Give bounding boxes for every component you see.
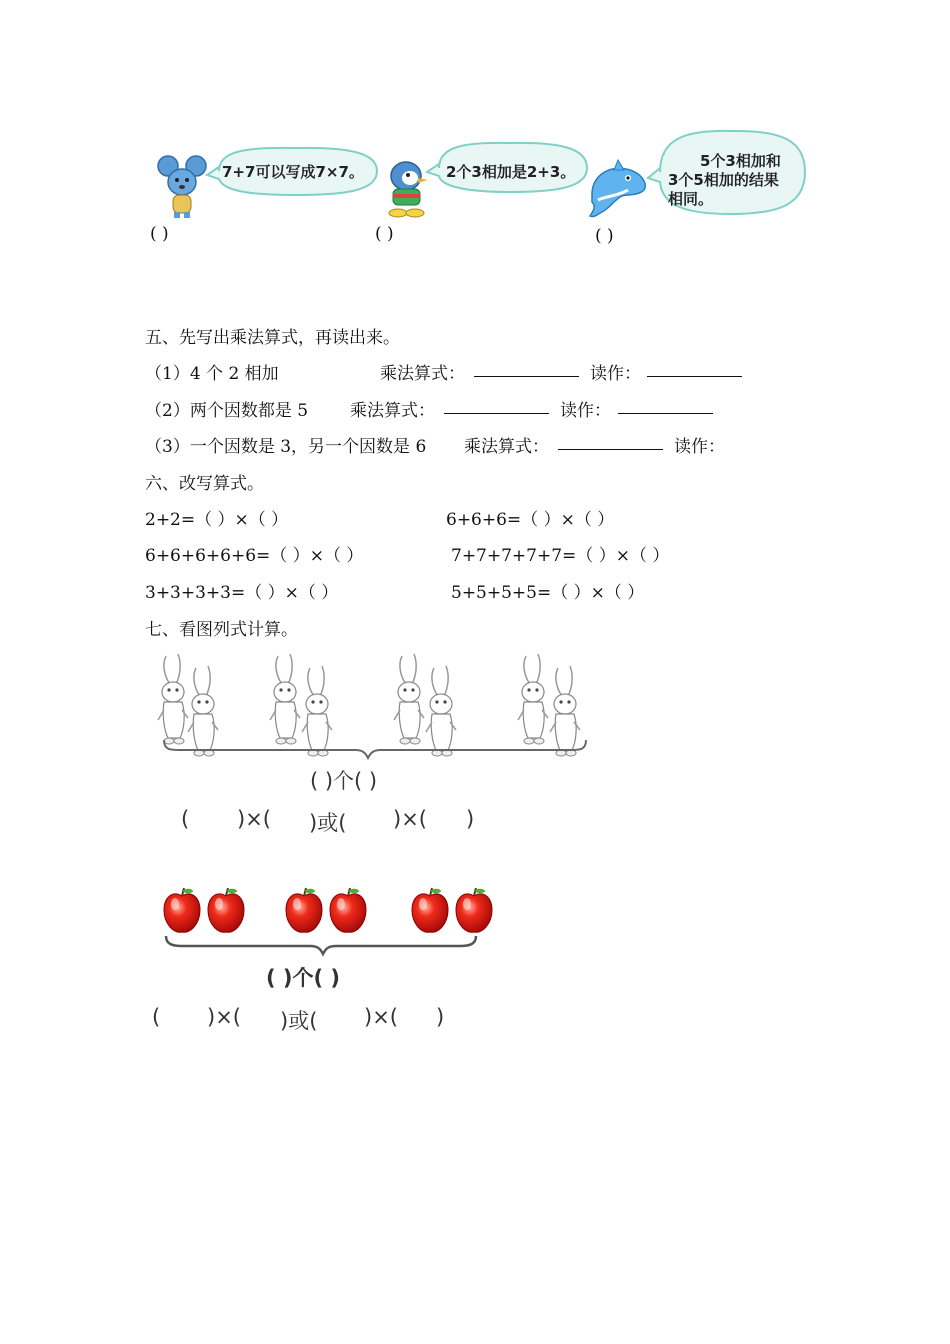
apple-group-2 (286, 888, 366, 932)
apple-expr-or: )或( (280, 1009, 318, 1033)
s6-row-3-left[interactable]: 3+3+3+3=（ ）×（ ） (145, 583, 339, 603)
apple-expr-open: ( (152, 1005, 161, 1029)
apple-bracket-label[interactable]: ( )个( ) (266, 966, 341, 990)
s6-row-1-left[interactable]: 2+2=（ ）×（ ） (145, 510, 289, 530)
apple-groups (160, 884, 505, 959)
bubble-3-line-2: 3个5相加的结果 (668, 171, 779, 189)
bubble-3-line-3: 相同。 (668, 190, 714, 208)
bubble-3-line-1: 5个3相加和 (700, 152, 781, 170)
answer-paren-2[interactable]: ( ) (375, 224, 394, 244)
s5-item-3-read-label: 读作： (674, 437, 725, 457)
s5-item-1-condition: （1）4 个 2 相加 (145, 364, 279, 384)
rabbit-group-3 (394, 654, 456, 756)
rabbit-bracket (164, 740, 586, 758)
rabbit-expr-times-2: )×( (393, 807, 427, 831)
mouse-character (158, 152, 208, 222)
apple-group-3 (412, 888, 492, 932)
s5-item-2-formula-blank[interactable] (444, 399, 549, 414)
s5-item-1-read-label: 读作： (590, 364, 641, 384)
rabbit-groups (150, 652, 600, 762)
s5-item-3-formula-blank[interactable] (558, 435, 663, 450)
s5-item-1-formula-blank[interactable] (474, 362, 579, 377)
section-7-title: 七、看图列式计算。 (145, 620, 298, 640)
s6-row-2-right[interactable]: 7+7+7+7+7=（ ）×（ ） (451, 546, 670, 566)
s6-row-3-right[interactable]: 5+5+5+5=（ ）×（ ） (451, 583, 645, 603)
section-5-title: 五、先写出乘法算式，再读出来。 (145, 328, 400, 348)
section-6-title: 六、改写算式。 (145, 474, 264, 494)
apple-group-1 (164, 888, 244, 932)
s5-item-2-read-blank[interactable] (618, 399, 713, 414)
apple-expr-close: ) (436, 1005, 445, 1029)
rabbit-expr-or: )或( (309, 811, 347, 835)
rabbit-group-2 (270, 654, 332, 756)
rabbit-group-1 (158, 654, 218, 756)
s5-item-1-read-blank[interactable] (647, 362, 742, 377)
bubble-1-text: 7+7可以写成7×7。 (222, 163, 364, 181)
rabbit-expr-close: ) (466, 807, 475, 831)
answer-paren-1[interactable]: ( ) (150, 224, 169, 244)
apple-expr-times-1: )×( (207, 1005, 241, 1029)
s5-item-2-formula-label: 乘法算式： (350, 401, 435, 421)
s6-row-1-right[interactable]: 6+6+6=（ ）×（ ） (446, 510, 615, 530)
rabbit-group-4 (518, 654, 580, 756)
answer-paren-3[interactable]: ( ) (595, 226, 614, 246)
rabbit-expr-open: ( (181, 807, 190, 831)
s5-item-3-formula-label: 乘法算式： (464, 437, 549, 457)
s5-item-2-read-label: 读作： (560, 401, 611, 421)
apple-bracket (166, 936, 476, 954)
s5-item-1-formula-label: 乘法算式： (380, 364, 465, 384)
s6-row-2-left[interactable]: 6+6+6+6+6=（ ）×（ ） (145, 546, 364, 566)
rabbit-bracket-label[interactable]: ( )个( ) (310, 769, 378, 793)
dolphin-character (588, 160, 650, 220)
bubble-2-text: 2个3相加是2+3。 (446, 163, 576, 181)
s5-item-3-condition: （3）一个因数是 3，另一个因数是 6 (145, 437, 427, 457)
rabbit-expr-times-1: )×( (237, 807, 271, 831)
s5-item-2-condition: （2）两个因数都是 5 (145, 401, 309, 421)
apple-expr-times-2: )×( (364, 1005, 398, 1029)
